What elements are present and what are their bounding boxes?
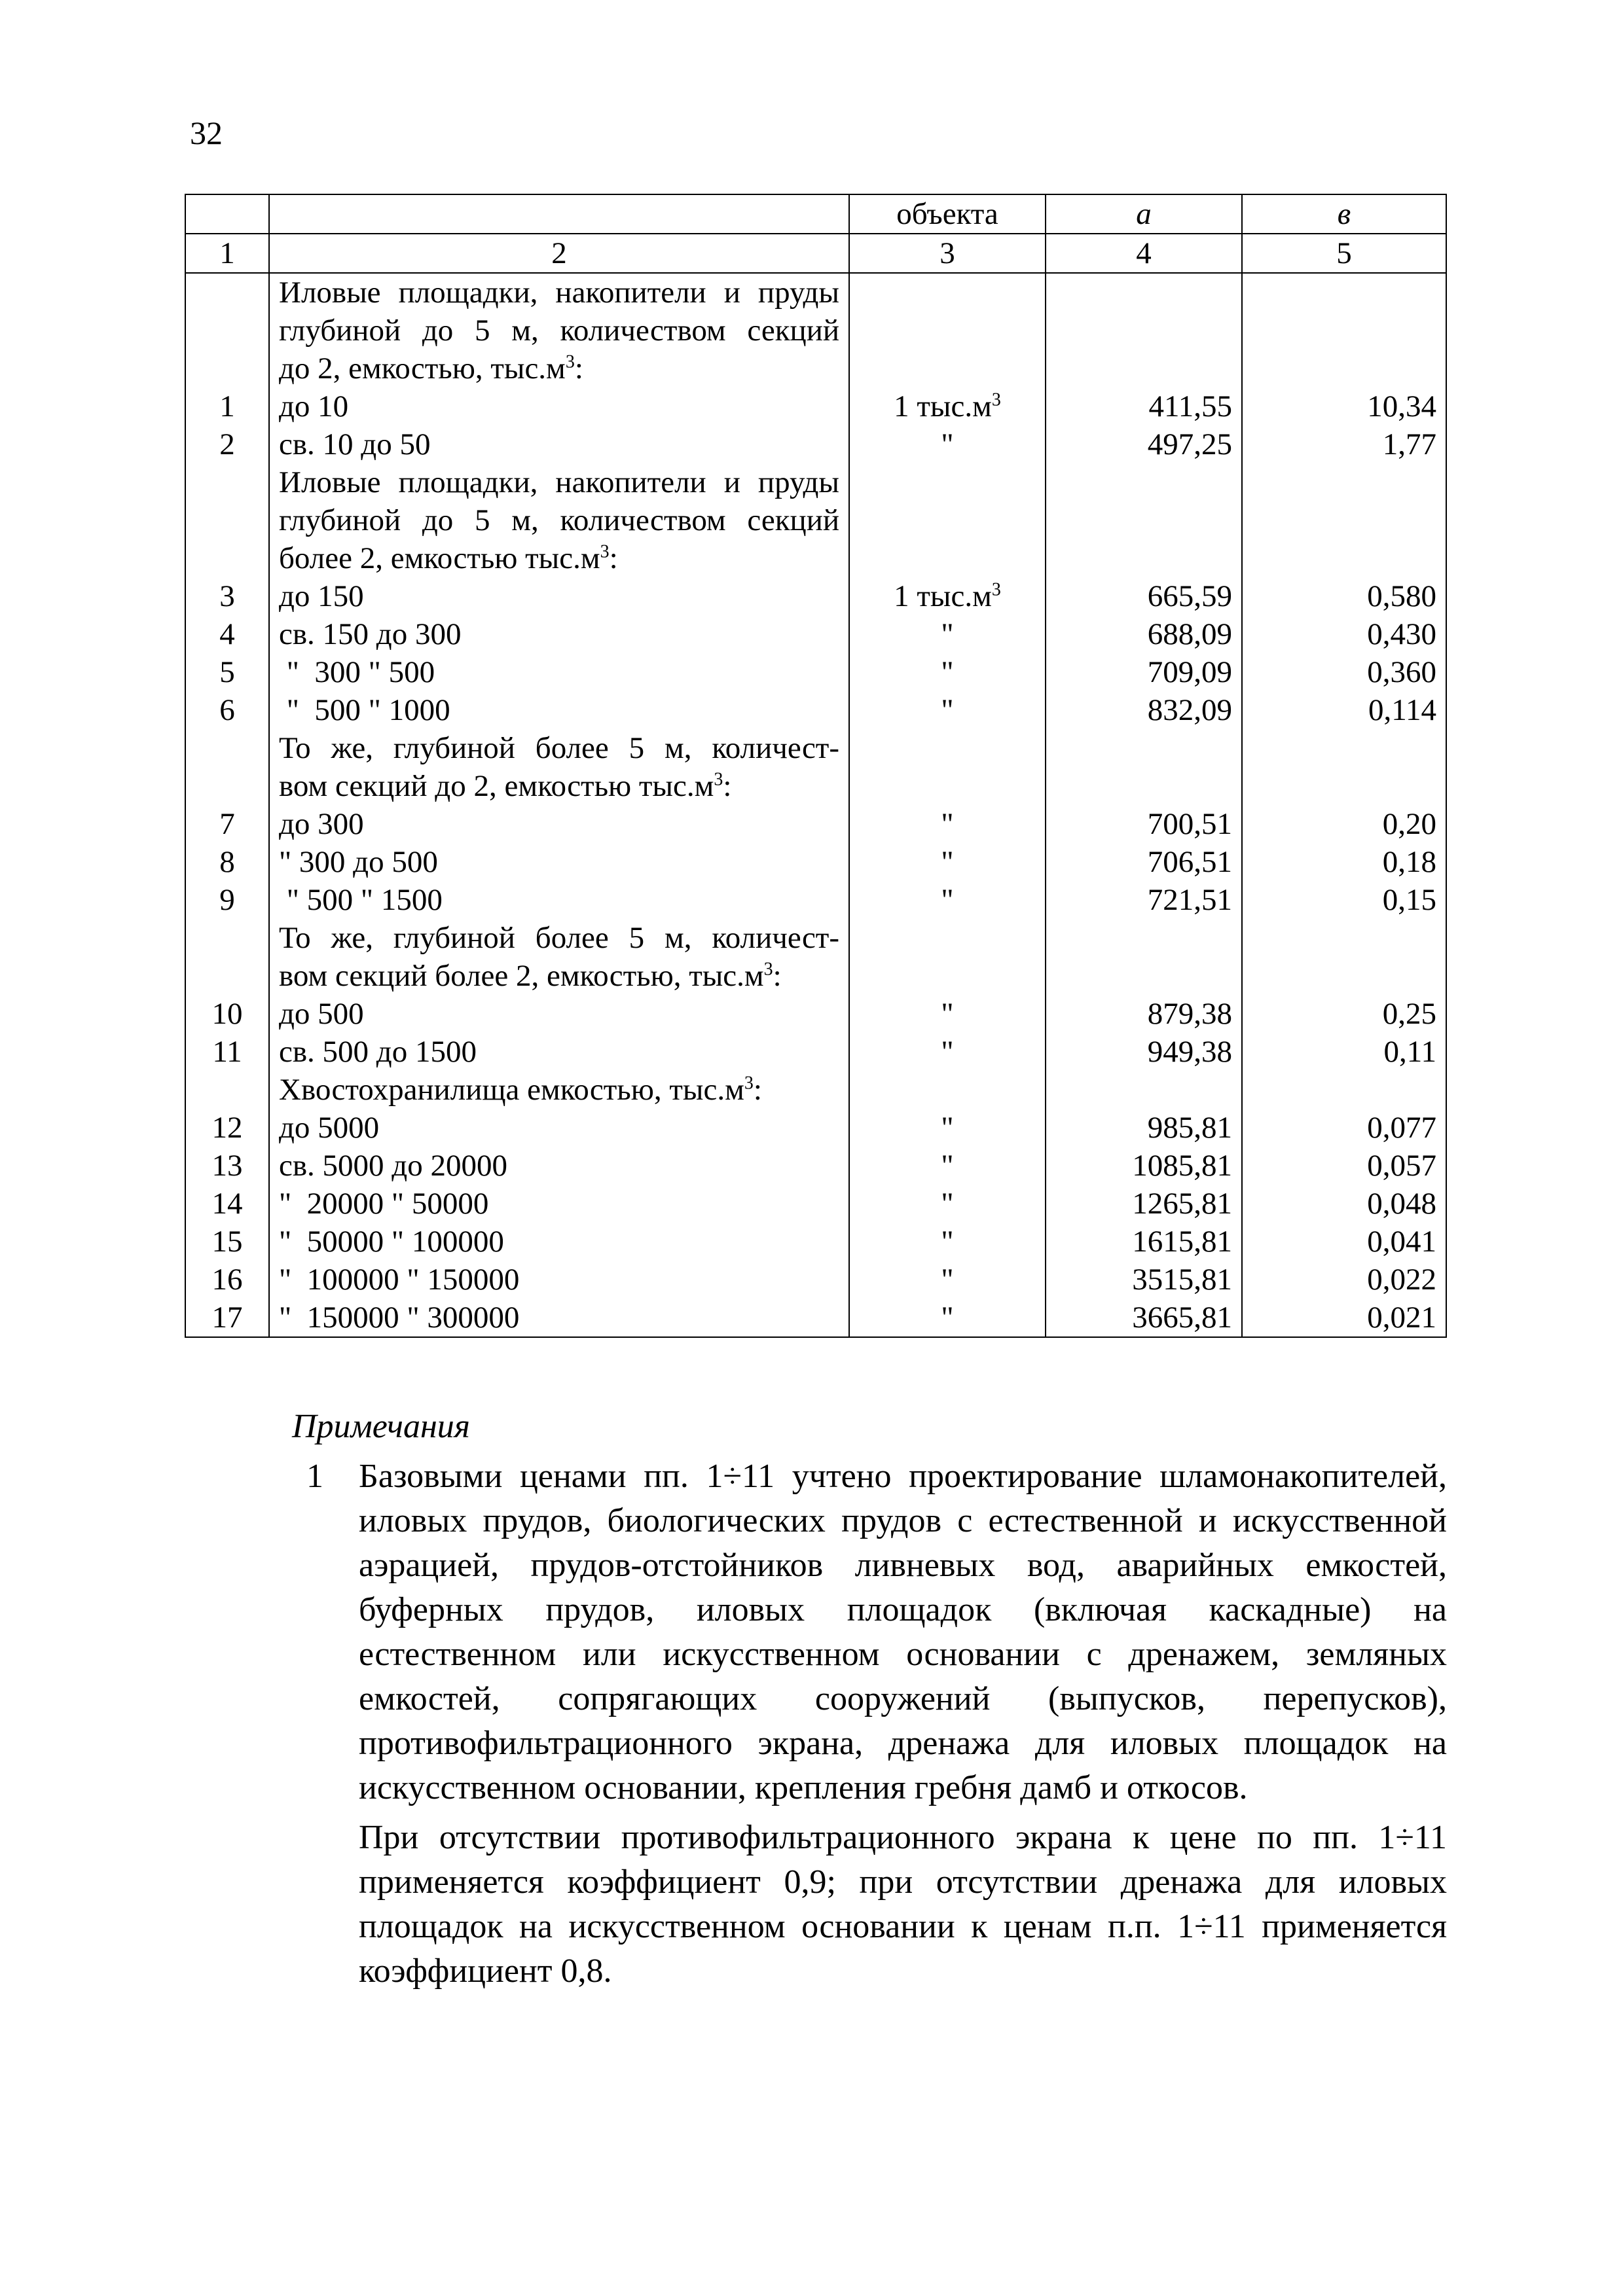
empty-cell — [1046, 1071, 1242, 1109]
column-number: 1 — [185, 234, 269, 273]
row-number: 10 — [185, 995, 269, 1033]
row-number: 2 — [185, 425, 269, 463]
row-value-a: 1615,81 — [1046, 1223, 1242, 1261]
empty-cell — [185, 273, 269, 312]
table-row — [185, 843, 1446, 881]
note-paragraph: Базовыми ценами пп. 1÷11 учтено проектирование шламонакопителей, иловых прудов, биологических прудов с естественной и искусственной аэрацией, прудов-отстойников ливневых вод, аварийных емкостей, буферных прудов, иловых площадок (включая каскадные) на естественном или искусственном основании с дренажем, земляных емкостей, сопрягающих сооружений (выпусков, перепусков), противофильтрационного экрана, дренажа для иловых площадок на искусственном основании, крепления гребня дамб и откосов. — [359, 1458, 1447, 1806]
row-value-b: 0,022 — [1242, 1261, 1446, 1299]
group-heading-tail: : — [753, 1073, 762, 1107]
table-body — [185, 273, 1446, 1337]
row-unit-text: " — [941, 1035, 954, 1069]
table-row — [185, 653, 1446, 691]
row-name: св. 150 до 300 — [269, 615, 849, 653]
header-cell-a: а — [1046, 194, 1242, 234]
row-name: " 20000 " 50000 — [269, 1185, 849, 1223]
group-heading-text: То же, глубиной более 5 м, количест- — [279, 921, 839, 955]
row-unit-text: " — [941, 807, 954, 841]
row-value-b: 0,114 — [1242, 691, 1446, 729]
empty-cell — [849, 767, 1046, 805]
group-heading-tail: : — [574, 351, 583, 386]
row-value-a: 1265,81 — [1046, 1185, 1242, 1223]
row-number: 4 — [185, 615, 269, 653]
row-name: " 50000 " 100000 — [269, 1223, 849, 1261]
empty-cell — [1046, 312, 1242, 350]
row-unit — [849, 1261, 1046, 1299]
row-value-a: 721,51 — [1046, 881, 1242, 919]
empty-cell — [1242, 767, 1446, 805]
group-heading-row — [185, 957, 1446, 995]
row-unit — [849, 1299, 1046, 1337]
row-value-a: 709,09 — [1046, 653, 1242, 691]
row-value-a: 832,09 — [1046, 691, 1242, 729]
row-name: до 500 — [269, 995, 849, 1033]
header-row — [185, 194, 1446, 234]
empty-cell — [185, 919, 269, 957]
row-number: 13 — [185, 1147, 269, 1185]
row-value-b: 0,25 — [1242, 995, 1446, 1033]
row-name: " 300 " 500 — [269, 653, 849, 691]
row-unit — [849, 995, 1046, 1033]
row-unit — [849, 387, 1046, 425]
empty-cell — [1242, 957, 1446, 995]
table-row — [185, 805, 1446, 843]
empty-cell — [185, 350, 269, 387]
empty-cell — [1242, 539, 1446, 577]
row-value-b: 0,18 — [1242, 843, 1446, 881]
group-heading-line — [269, 463, 849, 501]
row-unit-text: 1 тыс.м — [894, 389, 992, 423]
empty-cell — [1242, 1071, 1446, 1109]
group-heading-line — [269, 350, 849, 387]
empty-cell — [1046, 539, 1242, 577]
group-heading-line — [269, 501, 849, 539]
row-value-b: 0,430 — [1242, 615, 1446, 653]
table-row — [185, 615, 1446, 653]
table-row — [185, 995, 1446, 1033]
row-name: до 5000 — [269, 1109, 849, 1147]
note-number: 1 — [306, 1458, 323, 1495]
row-value-a: 706,51 — [1046, 843, 1242, 881]
column-number: 2 — [269, 234, 849, 273]
table-row — [185, 425, 1446, 463]
note-text — [359, 1454, 1447, 1994]
row-value-b: 10,34 — [1242, 387, 1446, 425]
group-heading-row — [185, 919, 1446, 957]
row-unit — [849, 1185, 1046, 1223]
table-row — [185, 1223, 1446, 1261]
row-name: " 300 до 500 — [269, 843, 849, 881]
row-unit-text: " — [941, 693, 954, 727]
row-value-b: 0,077 — [1242, 1109, 1446, 1147]
empty-cell — [1046, 767, 1242, 805]
table-row — [185, 1147, 1446, 1185]
column-number: 4 — [1046, 234, 1242, 273]
row-unit — [849, 615, 1046, 653]
empty-cell — [185, 539, 269, 577]
row-unit — [849, 881, 1046, 919]
row-value-b: 0,057 — [1242, 1147, 1446, 1185]
group-heading-line — [269, 767, 849, 805]
row-number: 17 — [185, 1299, 269, 1337]
unit-superscript: 3 — [600, 541, 610, 562]
row-unit-text: " — [941, 1187, 954, 1221]
row-unit-text: " — [941, 427, 954, 461]
row-unit-text: " — [941, 845, 954, 879]
empty-cell — [849, 273, 1046, 312]
row-number: 16 — [185, 1261, 269, 1299]
empty-cell — [1242, 729, 1446, 767]
row-value-a: 1085,81 — [1046, 1147, 1242, 1185]
group-heading-line — [269, 729, 849, 767]
unit-superscript: 3 — [714, 769, 723, 790]
empty-cell — [1046, 350, 1242, 387]
row-number: 7 — [185, 805, 269, 843]
row-unit-text: " — [941, 1263, 954, 1297]
group-heading-row — [185, 729, 1446, 767]
empty-cell — [1046, 463, 1242, 501]
row-number: 11 — [185, 1033, 269, 1071]
empty-cell — [185, 501, 269, 539]
row-value-a: 949,38 — [1046, 1033, 1242, 1071]
group-heading-row — [185, 539, 1446, 577]
row-unit — [849, 1147, 1046, 1185]
row-unit-text: " — [941, 1149, 954, 1183]
row-unit — [849, 1109, 1046, 1147]
group-heading-text: Иловые площадки, накопители и пруды — [279, 276, 839, 310]
unit-superscript: 3 — [763, 959, 773, 980]
row-unit — [849, 805, 1046, 843]
row-value-a: 688,09 — [1046, 615, 1242, 653]
empty-cell — [1242, 919, 1446, 957]
empty-cell — [185, 1071, 269, 1109]
row-name: св. 10 до 50 — [269, 425, 849, 463]
group-heading-line — [269, 312, 849, 350]
group-heading-line — [269, 539, 849, 577]
group-heading-line — [269, 1071, 849, 1109]
row-unit — [849, 843, 1046, 881]
row-name: до 300 — [269, 805, 849, 843]
empty-cell — [185, 312, 269, 350]
row-unit-text: " — [941, 1300, 954, 1335]
empty-cell — [849, 463, 1046, 501]
empty-cell — [849, 957, 1046, 995]
empty-cell — [849, 539, 1046, 577]
row-unit-text: 1 тыс.м — [894, 579, 992, 613]
page-number: 32 — [190, 115, 223, 151]
row-name: " 150000 " 300000 — [269, 1299, 849, 1337]
row-unit-text: " — [941, 655, 954, 689]
table-row — [185, 1033, 1446, 1071]
row-name: до 150 — [269, 577, 849, 615]
group-heading-text: глубиной до 5 м, количеством секций — [279, 314, 839, 348]
row-number: 3 — [185, 577, 269, 615]
empty-cell — [1242, 350, 1446, 387]
row-name: св. 500 до 1500 — [269, 1033, 849, 1071]
header-cell-b: в — [1242, 194, 1446, 234]
row-value-a: 700,51 — [1046, 805, 1242, 843]
group-heading-text: Хвостохранилища емкостью, тыс.м — [279, 1073, 744, 1107]
row-unit — [849, 1223, 1046, 1261]
column-number: 5 — [1242, 234, 1446, 273]
row-unit — [849, 1033, 1046, 1071]
empty-cell — [1046, 957, 1242, 995]
empty-cell — [1046, 729, 1242, 767]
group-heading-tail: : — [723, 769, 732, 803]
group-heading-text: вом секций до 2, емкостью тыс.м — [279, 769, 714, 803]
group-heading-text: до 2, емкостью, тыс.м — [279, 351, 566, 386]
row-value-a: 3515,81 — [1046, 1261, 1242, 1299]
notes-title: Примечания — [292, 1408, 470, 1445]
group-heading-tail: : — [773, 959, 782, 993]
empty-cell — [185, 463, 269, 501]
unit-superscript: 3 — [991, 389, 1001, 410]
row-value-a: 985,81 — [1046, 1109, 1242, 1147]
table-row — [185, 1185, 1446, 1223]
row-number: 8 — [185, 843, 269, 881]
price-table — [185, 194, 1447, 1338]
group-heading-row — [185, 463, 1446, 501]
header-cell — [185, 194, 269, 234]
row-value-a: 411,55 — [1046, 387, 1242, 425]
row-unit-text: " — [941, 997, 954, 1031]
table-row — [185, 691, 1446, 729]
row-unit — [849, 425, 1046, 463]
row-number: 9 — [185, 881, 269, 919]
empty-cell — [1046, 919, 1242, 957]
header-cell-object: объекта — [849, 194, 1046, 234]
row-name: " 100000 " 150000 — [269, 1261, 849, 1299]
unit-superscript: 3 — [565, 351, 575, 372]
row-number: 15 — [185, 1223, 269, 1261]
empty-cell — [1046, 501, 1242, 539]
empty-cell — [185, 767, 269, 805]
row-value-b: 0,021 — [1242, 1299, 1446, 1337]
row-number: 14 — [185, 1185, 269, 1223]
row-number: 6 — [185, 691, 269, 729]
row-value-a: 665,59 — [1046, 577, 1242, 615]
group-heading-row — [185, 501, 1446, 539]
table-row — [185, 577, 1446, 615]
row-unit — [849, 577, 1046, 615]
row-value-b: 0,580 — [1242, 577, 1446, 615]
row-name: св. 5000 до 20000 — [269, 1147, 849, 1185]
empty-cell — [185, 957, 269, 995]
row-number: 5 — [185, 653, 269, 691]
row-value-b: 1,77 — [1242, 425, 1446, 463]
empty-cell — [849, 501, 1046, 539]
row-unit-text: " — [941, 883, 954, 917]
group-heading-row — [185, 767, 1446, 805]
group-heading-text: глубиной до 5 м, количеством секций — [279, 503, 839, 537]
empty-cell — [1242, 312, 1446, 350]
row-value-a: 497,25 — [1046, 425, 1242, 463]
empty-cell — [1242, 501, 1446, 539]
group-heading-row — [185, 1071, 1446, 1109]
empty-cell — [849, 919, 1046, 957]
row-value-b: 0,15 — [1242, 881, 1446, 919]
empty-cell — [1046, 273, 1242, 312]
group-heading-text: Иловые площадки, накопители и пруды — [279, 465, 839, 499]
row-number: 1 — [185, 387, 269, 425]
row-value-b: 0,20 — [1242, 805, 1446, 843]
column-numbers-row — [185, 234, 1446, 273]
group-heading-line — [269, 273, 849, 312]
group-heading-line — [269, 919, 849, 957]
row-number: 12 — [185, 1109, 269, 1147]
table-row — [185, 1261, 1446, 1299]
group-heading-row — [185, 312, 1446, 350]
group-heading-line — [269, 957, 849, 995]
table-row — [185, 1299, 1446, 1337]
row-name: " 500 " 1500 — [269, 881, 849, 919]
column-number: 3 — [849, 234, 1046, 273]
row-unit — [849, 653, 1046, 691]
row-name: до 10 — [269, 387, 849, 425]
group-heading-row — [185, 350, 1446, 387]
empty-cell — [1242, 463, 1446, 501]
row-value-b: 0,360 — [1242, 653, 1446, 691]
row-unit-text: " — [941, 1225, 954, 1259]
row-value-b: 0,048 — [1242, 1185, 1446, 1223]
group-heading-text: более 2, емкостью тыс.м — [279, 541, 600, 575]
table-row — [185, 387, 1446, 425]
row-value-a: 3665,81 — [1046, 1299, 1242, 1337]
empty-cell — [849, 350, 1046, 387]
note-paragraph: При отсутствии противофильтрационного экрана к цене по пп. 1÷11 применяется коэффициент 0,9; при отсутствии дренажа для иловых площадок на искусственном основании к ценам п.п. 1÷11 применяется коэффициент 0,8. — [359, 1819, 1447, 1990]
row-unit-text: " — [941, 617, 954, 651]
empty-cell — [849, 312, 1046, 350]
empty-cell — [849, 1071, 1046, 1109]
empty-cell — [185, 729, 269, 767]
group-heading-row — [185, 273, 1446, 312]
table-row — [185, 881, 1446, 919]
unit-superscript: 3 — [991, 579, 1001, 600]
group-heading-text: вом секций более 2, емкостью, тыс.м — [279, 959, 764, 993]
row-value-a: 879,38 — [1046, 995, 1242, 1033]
empty-cell — [1242, 273, 1446, 312]
row-name: " 500 " 1000 — [269, 691, 849, 729]
row-value-b: 0,11 — [1242, 1033, 1446, 1071]
note-item — [306, 1454, 1447, 1999]
group-heading-text: То же, глубиной более 5 м, количест- — [279, 731, 839, 765]
row-unit — [849, 691, 1046, 729]
header-cell — [269, 194, 849, 234]
table-row — [185, 1109, 1446, 1147]
group-heading-tail: : — [609, 541, 618, 575]
unit-superscript: 3 — [744, 1073, 754, 1094]
row-unit-text: " — [941, 1111, 954, 1145]
empty-cell — [849, 729, 1046, 767]
row-value-b: 0,041 — [1242, 1223, 1446, 1261]
